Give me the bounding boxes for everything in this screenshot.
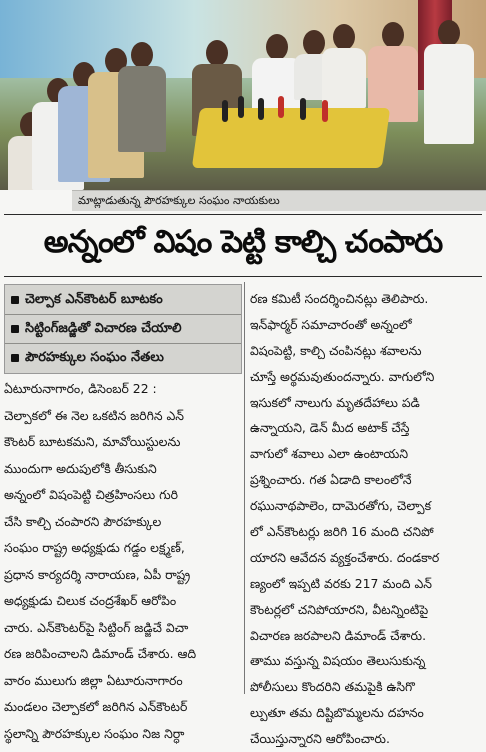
article-line: పోలీసులు కొందరిని తమపైకి ఉసిగొ [250,679,415,695]
article-line: ఇన్‌ఫార్మర్ సమాచారంతో అన్నంలో [250,316,412,332]
article-line: ప్రధాన కార్యదర్శి నారాయణ, ఏపీ రాష్ట్ర [4,566,191,582]
article-column-left [4,376,240,747]
highlight-text: పౌరహక్కుల సంఘం నేతలు [25,350,164,365]
article-line: లో ఎన్‌కౌంటర్లు జరిగి 16 మంది చనిపో [250,524,434,540]
photo-person [424,20,474,144]
article-line: ముందుగా అదుపులోకి తీసుకుని [4,460,157,476]
article-line: ల్పుతూ తమ దిష్టిబొమ్మలను దహనం [250,705,424,721]
article-line: మండలం చెల్పాకలో జరిగిన ఎన్‌కౌంటర్ [4,699,188,714]
microphone-icon [258,98,264,120]
highlight-text: చెల్పాక ఎన్‌కౌంటర్ బూటకం [25,292,163,307]
article-line: తాము వస్తున్న విషయం తెలుసుకున్న [250,653,426,669]
article-line: ప్రశ్నించారు. గత ఏడాది కాలంలోనే [250,472,412,488]
article-line: చేయిస్తున్నారని ఆరోపించారు. [250,731,390,747]
microphone-icon [222,100,228,122]
article-line: రణ జరిపించాలని డిమాండ్ చేశారు. ఆది [4,646,197,661]
article-line: కౌంటర్లలో చనిపోయారని, వీటన్నింటిపై [250,601,429,617]
photo-person [322,24,366,108]
headline-rule-bottom [4,276,482,277]
article-line: విచారణ జరపాలని డిమాండ్ చేశారు. [250,627,427,643]
article-line: చారు. ఎన్‌కౌంటర్‌పై సిట్టింగ్ జడ్జిచే విచా [4,619,189,635]
article-line: చెల్పాకలో ఈ నెల ఒకటిన జరిగిన ఎన్ [4,407,185,423]
highlight-item [5,315,241,343]
highlight-item [5,344,241,372]
photo-person [118,42,166,152]
photo-person [368,22,418,122]
press-meet-photo [0,0,486,190]
article-line: సంఘం రాష్ట్ర అధ్యక్షుడు గడ్డం లక్ష్మణ్, [4,540,185,555]
highlights-box [4,284,242,374]
article-line: చేసి కాల్చి చంపారని పౌరహక్కుల [4,513,162,529]
article-line: వాగులో శవాలు ఎలా ఉంటాయని [250,446,409,462]
article-line: రఘునాథపాలెం, దామెరతోగు, చెల్పాక [250,498,432,514]
article-line: ఏటూరునాగారం, డిసెంబర్ 22 : [4,381,157,396]
column-divider [244,282,245,694]
highlight-text: సిట్టింగ్‌జడ్జితో విచారణ చేయాలి [25,321,182,336]
microphone-icon [322,100,328,122]
article-line: వారం ములుగు జిల్లా ఏటూరునాగారం [4,672,183,688]
article-column-right [250,286,482,752]
article-line: కౌంటర్ బూటకమని, మావోయిస్టులను [4,434,181,449]
bullet-icon [11,354,19,362]
article-line: విషంపెట్టి, కాల్చి చంపినట్లు శవాలను [250,342,422,358]
article-line: ఇసుకలో నాలుగు మృతదేహాలు పడి [250,394,420,410]
microphone-icon [278,96,284,118]
microphone-icon [238,96,244,118]
article-line: చూస్తే అర్థమవుతుందన్నారు. వాగులోని [250,368,435,384]
article-line: అధ్యక్షుడు చిలుక చంద్రశేఖర్ ఆరోపిం [4,593,177,608]
headline: అన్నంలో విషం పెట్టి కాల్చి చంపారు [43,224,443,260]
article-line: అన్నంలో విషంపెట్టి చిత్రహింసలు గురి [4,487,178,502]
article-line: స్థలాన్ని పౌరహక్కుల సంఘం నిజ నిర్ధా [4,725,185,741]
article-line: యారని ఆవేదన వ్యక్తంచేశారు. దండకార [250,549,440,565]
bullet-icon [11,296,19,304]
article-line: ణ్యంలో ఇప్పటి వరకు 217 మంది ఎన్ [250,575,432,591]
article-line: రణ కమిటీ సందర్శించినట్లు తెలిపారు. [250,291,429,306]
headline-rule-top [4,214,482,215]
highlight-item [5,286,241,314]
article-line: ఉన్నాయని, డెన్ మీద అటాక్ చేస్తే [250,420,410,436]
bullet-icon [11,325,19,333]
photo-caption: మాట్లాడుతున్న పౌరహక్కుల సంఘం నాయకులు [72,190,486,211]
microphone-icon [300,98,306,120]
